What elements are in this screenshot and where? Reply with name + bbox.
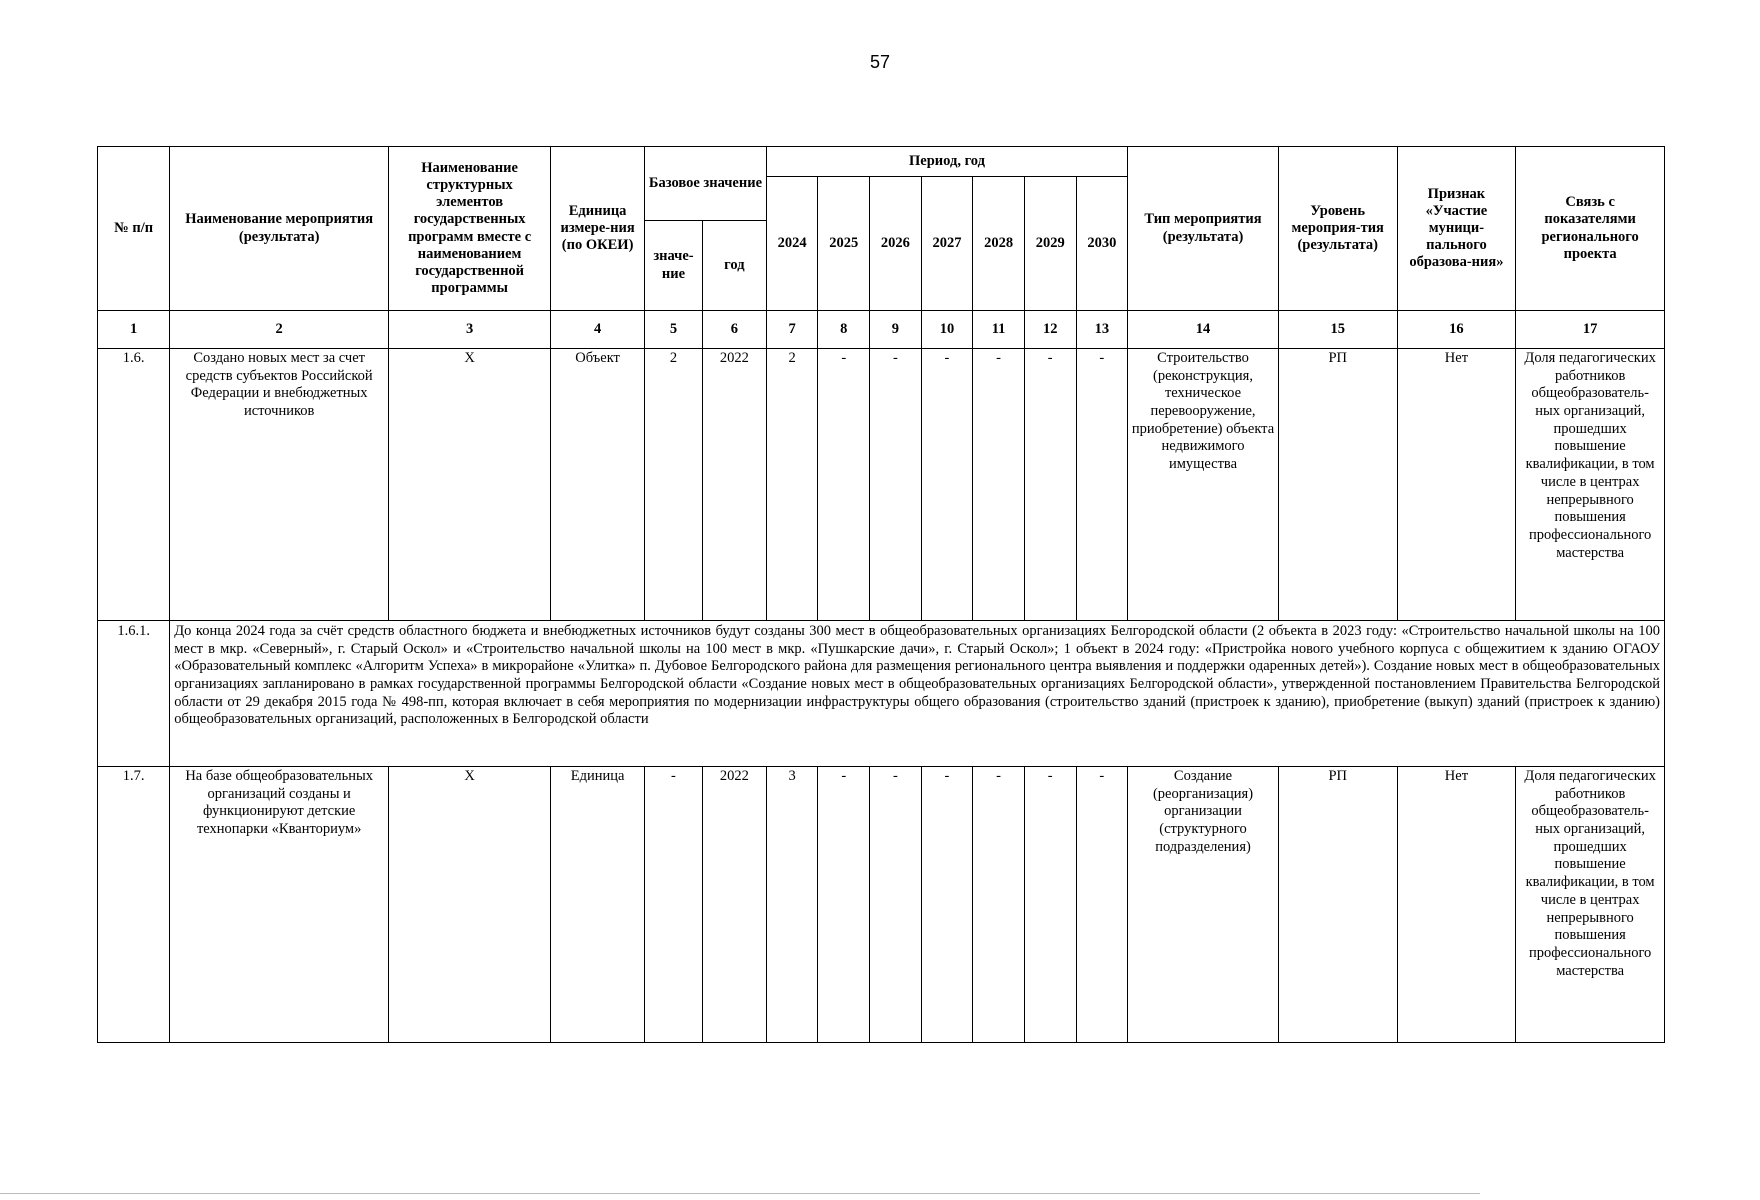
header-level: Уровень мероприя-тия (результата): [1278, 147, 1397, 311]
row-year-value: 3: [766, 767, 818, 1043]
row-year-value: -: [1024, 767, 1076, 1043]
header-year-2029: 2029: [1024, 177, 1076, 311]
row-type: Создание (реорганизация) организации (структурного подразделения): [1128, 767, 1279, 1043]
header-unit: Единица измере-ния (по ОКЕИ): [551, 147, 645, 311]
header-name: Наименование мероприятия (результата): [170, 147, 389, 311]
row-sign: Нет: [1397, 349, 1516, 621]
header-base-value: значе-ние: [645, 221, 703, 311]
col-number: 13: [1076, 311, 1128, 349]
description-row: [98, 621, 1665, 767]
col-number: 1: [98, 311, 170, 349]
row-link: Доля педагогических работников общеобразователь-ных организаций, прошедших повышение квалификации, в том числе в центрах непрерывного повышения профессионального мастерства: [1516, 349, 1665, 621]
row-base-year: 2022: [702, 349, 766, 621]
header-type: Тип мероприятия (результата): [1128, 147, 1279, 311]
col-number: 3: [389, 311, 551, 349]
col-number: 10: [921, 311, 973, 349]
row-type: Строительство (реконструкция, техническое перевооружение, приобретение) объекта недвижимого имущества: [1128, 349, 1279, 621]
row-sign: Нет: [1397, 767, 1516, 1043]
row-level: РП: [1278, 767, 1397, 1043]
row-base-year: 2022: [702, 767, 766, 1043]
col-number: 8: [818, 311, 870, 349]
row-year-value: -: [818, 767, 870, 1043]
col-number: 7: [766, 311, 818, 349]
header-year-2030: 2030: [1076, 177, 1128, 311]
row-base-value: -: [645, 767, 703, 1043]
row-unit: Объект: [551, 349, 645, 621]
header-year-2025: 2025: [818, 177, 870, 311]
table-row: [98, 767, 1665, 1043]
col-number: 16: [1397, 311, 1516, 349]
header-year-2027: 2027: [921, 177, 973, 311]
row-year-value: -: [870, 349, 922, 621]
header-base-year: год: [702, 221, 766, 311]
header-base: Базовое значение: [645, 147, 767, 221]
col-number: 2: [170, 311, 389, 349]
header-struct: Наименование структурных элементов государственных программ вместе с наименованием государственной программы: [389, 147, 551, 311]
header-period: Период, год: [766, 147, 1127, 177]
row-link: Доля педагогических работников общеобразователь-ных организаций, прошедших повышение квалификации, в том числе в центрах непрерывного повышения профессионального мастерства: [1516, 767, 1665, 1043]
col-number: 14: [1128, 311, 1279, 349]
row-name: На базе общеобразовательных организаций созданы и функционируют детские технопарки «Кванториум»: [170, 767, 389, 1043]
row-num: 1.6.: [98, 349, 170, 621]
header-year-2026: 2026: [870, 177, 922, 311]
row-year-value: -: [921, 767, 973, 1043]
col-number: 11: [973, 311, 1025, 349]
row-year-value: -: [973, 349, 1025, 621]
col-number: 17: [1516, 311, 1665, 349]
header-num: № п/п: [98, 147, 170, 311]
row-struct: X: [389, 767, 551, 1043]
row-year-value: -: [973, 767, 1025, 1043]
description-text: До конца 2024 года за счёт средств областного бюджета и внебюджетных источников будут созданы 300 мест в общеобразовательных организациях Белгородской области (2 объекта в 2023 году: «Строительство начальной школы на 100 мест в мкр. «Северный», г. Старый Оскол» и «Строительство начальной школы на 100 мест в мкр. «Пушкарские дачи», г. Старый Оскол»; 1 объект в 2024 году: «Пристройка нового учебного корпуса с общежитием к зданию ОГАОУ «Образовательный комплекс «Алгоритм Успеха» в микрорайоне «Улитка» п. Дубовое Белгородского района для размещения регионального центра выявления и поддержки одаренных детей»). Создание новых мест в общеобразовательных организациях запланировано в рамках государственной программы Белгородской области «Создание новых мест в общеобразовательных организациях Белгородской области», утвержденной постановлением Правительства Белгородской области от 29 декабря 2015 года № 498-пп, которая включает в себя мероприятия по модернизации инфраструктуры общего образования (строительство зданий (пристроек к зданию), приобретение (выкуп) зданий (пристроек к зданию) общеобразовательных организаций, расположенных в Белгородской области: [170, 621, 1665, 767]
col-number: 9: [870, 311, 922, 349]
row-struct: X: [389, 349, 551, 621]
page-number: 57: [869, 52, 891, 72]
row-name: Создано новых мест за счет средств субъектов Российской Федерации и внебюджетных источников: [170, 349, 389, 621]
header-year-2024: 2024: [766, 177, 818, 311]
table-row: [98, 349, 1665, 621]
row-year-value: -: [921, 349, 973, 621]
row-year-value: -: [1076, 349, 1128, 621]
col-number: 15: [1278, 311, 1397, 349]
row-num: 1.7.: [98, 767, 170, 1043]
row-unit: Единица: [551, 767, 645, 1043]
header-sign: Признак «Участие муници-пального образова-ния»: [1397, 147, 1516, 311]
row-base-value: 2: [645, 349, 703, 621]
row-year-value: -: [1024, 349, 1076, 621]
row-level: РП: [1278, 349, 1397, 621]
results-table: [97, 146, 1665, 1043]
col-number: 6: [702, 311, 766, 349]
col-number: 12: [1024, 311, 1076, 349]
row-year-value: 2: [766, 349, 818, 621]
scan-edge-line: [0, 1193, 1480, 1194]
col-number: 5: [645, 311, 703, 349]
row-year-value: -: [870, 767, 922, 1043]
header-year-2028: 2028: [973, 177, 1025, 311]
row-year-value: -: [818, 349, 870, 621]
header-link: Связь с показателями регионального проекта: [1516, 147, 1665, 311]
row-year-value: -: [1076, 767, 1128, 1043]
description-num: 1.6.1.: [98, 621, 170, 767]
col-number: 4: [551, 311, 645, 349]
